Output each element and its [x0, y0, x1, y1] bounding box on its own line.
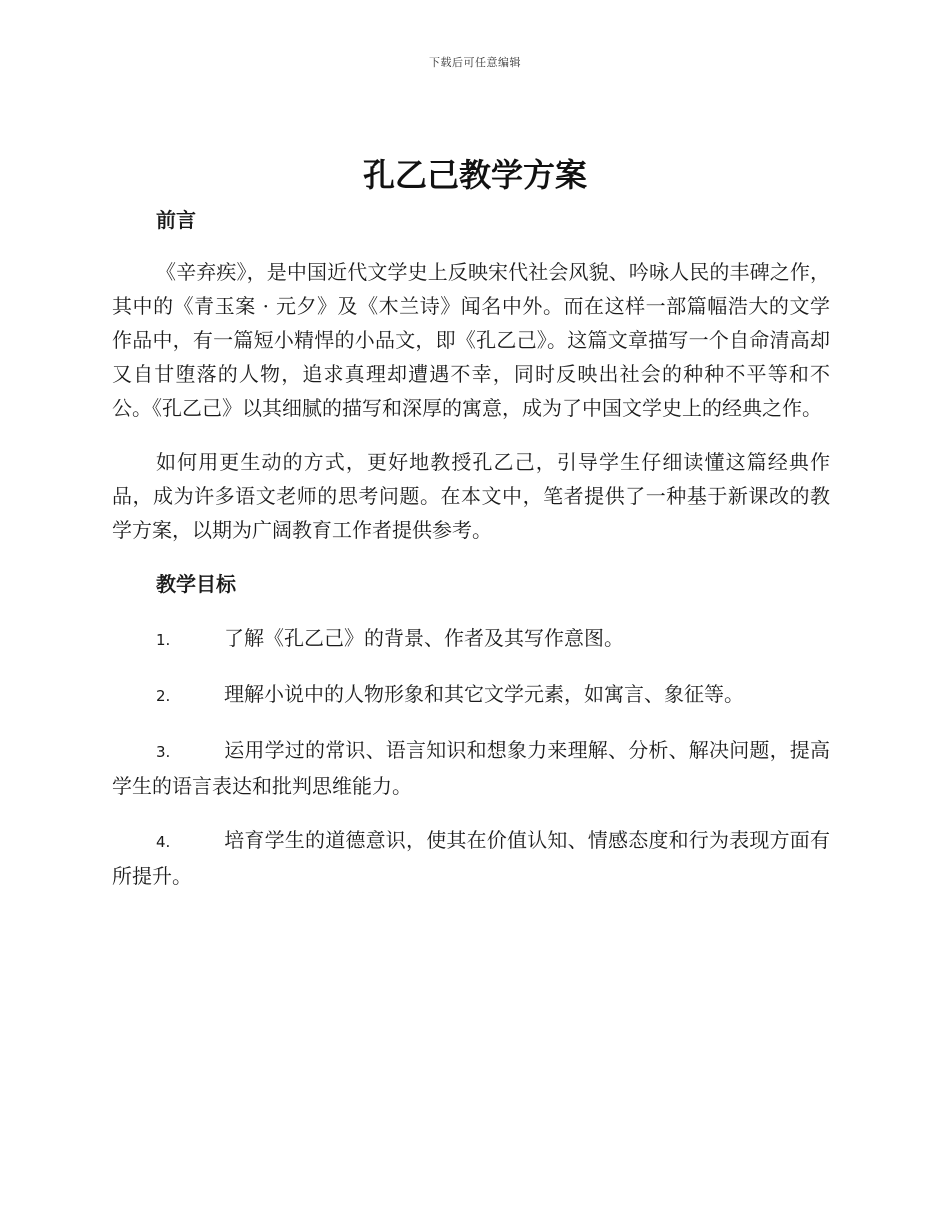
header-note: 下载后可任意编辑	[429, 56, 521, 69]
objective-number: 4.	[156, 833, 171, 851]
document-title: 孔乙己教学方案	[362, 156, 587, 194]
section-heading-preface: 前言	[156, 208, 196, 232]
objective-text: 培育学生的道德意识，使其在价值认知、情感态度和行为表现方面有所提升。	[112, 828, 830, 888]
objective-number: 1.	[156, 631, 171, 649]
objective-item	[112, 823, 830, 893]
objective-item	[112, 733, 830, 803]
document-body	[112, 203, 830, 893]
objective-number: 2.	[156, 687, 171, 705]
objective-number: 3.	[156, 743, 171, 761]
objective-item	[112, 621, 830, 657]
objective-text: 理解小说中的人物形象和其它文学元素，如寓言、象征等。	[224, 682, 744, 706]
objective-text: 了解《孔乙己》的背景、作者及其写作意图。	[224, 626, 624, 650]
preface-paragraph: 《辛弃疾》，是中国近代文学史上反映宋代社会风貌、吟咏人民的丰碑之作，其中的《青玉案 · 元夕》及《木兰诗》闻名中外。而在这样一部篇幅浩大的文学作品中，有一篇短小精悍的小品文，即《孔乙己》。这篇文章描写一个自命清高却又自甘堕落的人物，追求真理却遭遇不幸，同时反映出社会的种种不平等和不公。《孔乙己》以其细腻的描写和深厚的寓意，成为了中国文学史上的经典之作。	[112, 260, 830, 420]
section-heading-objectives: 教学目标	[156, 572, 236, 596]
preface-paragraph: 如何用更生动的方式，更好地教授孔乙己，引导学生仔细读懂这篇经典作品，成为许多语文老师的思考问题。在本文中，笔者提供了一种基于新课改的教学方案，以期为广阔教育工作者提供参考。	[112, 450, 830, 542]
objective-item	[112, 677, 830, 713]
objective-text: 运用学过的常识、语言知识和想象力来理解、分析、解决问题，提高学生的语言表达和批判思维能力。	[112, 738, 830, 798]
